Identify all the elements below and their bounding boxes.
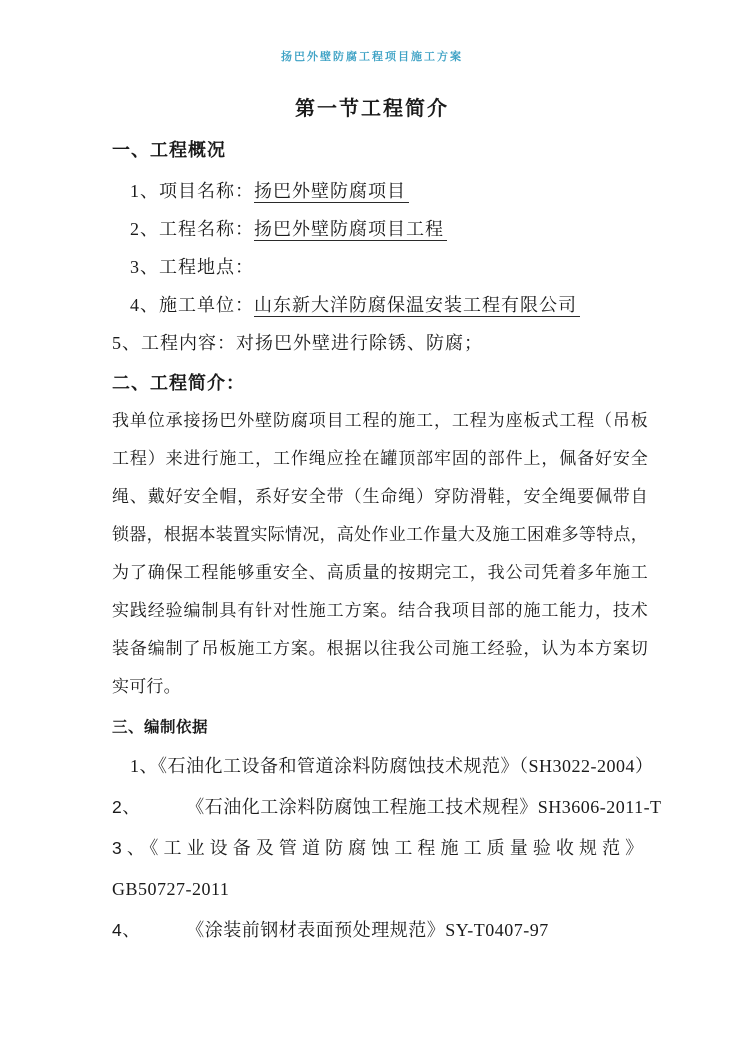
paragraph-line: 我单位承接扬巴外壁防腐项目工程的施工，工程为座板式工程（吊板 xyxy=(112,411,648,430)
reference-text: 《涂装前钢材表面预处理规范》SY-T0407-97 xyxy=(186,920,549,940)
paragraph-line: 工程）来进行施工，工作绳应拴在罐顶部牢固的部件上，佩备好安全 xyxy=(112,449,648,468)
field-row-works-name xyxy=(112,210,648,248)
paragraph-line: 绳、戴好安全帽，系好安全带（生命绳）穿防滑鞋，安全绳要佩带自 xyxy=(112,487,648,506)
reference-text: 《石油化工设备和管道涂料防腐蚀技术规范》（SH3022-2004） xyxy=(158,756,654,776)
section1-field-list xyxy=(112,172,648,362)
reference-number: 2、 xyxy=(112,797,141,817)
reference-continuation-row xyxy=(112,869,648,910)
page-header-title: 扬巴外壁防腐工程项目施工方案 xyxy=(281,51,463,63)
reference-text: 《工业设备及管道防腐蚀工程施工质量验收规范》 xyxy=(149,838,648,858)
field-value-underlined: 山东新大洋防腐保温安装工程有限公司 xyxy=(254,295,580,317)
reference-row xyxy=(112,910,648,951)
section2-paragraph xyxy=(112,402,648,706)
reference-number: 1、 xyxy=(130,756,158,776)
reference-list xyxy=(112,746,662,951)
document-body xyxy=(112,138,662,951)
section1-heading: 一、工程概况 xyxy=(112,140,226,160)
section2-heading: 二、工程简介： xyxy=(112,373,245,393)
reference-row xyxy=(112,828,648,869)
paragraph-line: 实践经验编制具有针对性施工方案。结合我项目部的施工能力，技术 xyxy=(112,601,648,620)
field-label: 2、工程名称： xyxy=(130,219,254,239)
reference-number: 4、 xyxy=(112,920,141,940)
field-value: 对扬巴外壁进行除锈、防腐； xyxy=(236,333,483,353)
reference-continuation: GB50727-2011 xyxy=(112,879,230,899)
field-row-scope-of-work xyxy=(112,324,648,362)
field-label: 1、项目名称： xyxy=(130,181,254,201)
field-label: 3、工程地点： xyxy=(130,257,254,277)
reference-text: 《石油化工涂料防腐蚀工程施工技术规程》SH3606-2011-T xyxy=(186,797,662,817)
section3-heading: 三、编制依据 xyxy=(112,719,209,736)
paragraph-line: 为了确保工程能够重安全、高质量的按期完工，我公司凭着多年施工 xyxy=(112,563,648,582)
paragraph-line: 锁器，根据本装置实际情况，高处作业工作量大及施工困难多等特点， xyxy=(112,525,648,544)
document-title: 第一节工程简介 xyxy=(295,98,449,120)
field-value-underlined: 扬巴外壁防腐项目工程 xyxy=(254,219,447,241)
reference-number: 3、 xyxy=(112,838,150,858)
field-label: 4、施工单位： xyxy=(130,295,254,315)
field-label: 5、工程内容： xyxy=(112,333,236,353)
field-row-site-location xyxy=(112,248,648,286)
reference-row xyxy=(112,787,662,828)
reference-row xyxy=(112,746,654,787)
field-row-contractor xyxy=(112,286,648,324)
field-value-underlined: 扬巴外壁防腐项目 xyxy=(254,181,409,203)
paragraph-line: 实可行。 xyxy=(112,677,181,696)
field-row-project-name xyxy=(112,172,648,210)
paragraph-line: 装备编制了吊板施工方案。根据以往我公司施工经验，认为本方案切 xyxy=(112,639,648,658)
